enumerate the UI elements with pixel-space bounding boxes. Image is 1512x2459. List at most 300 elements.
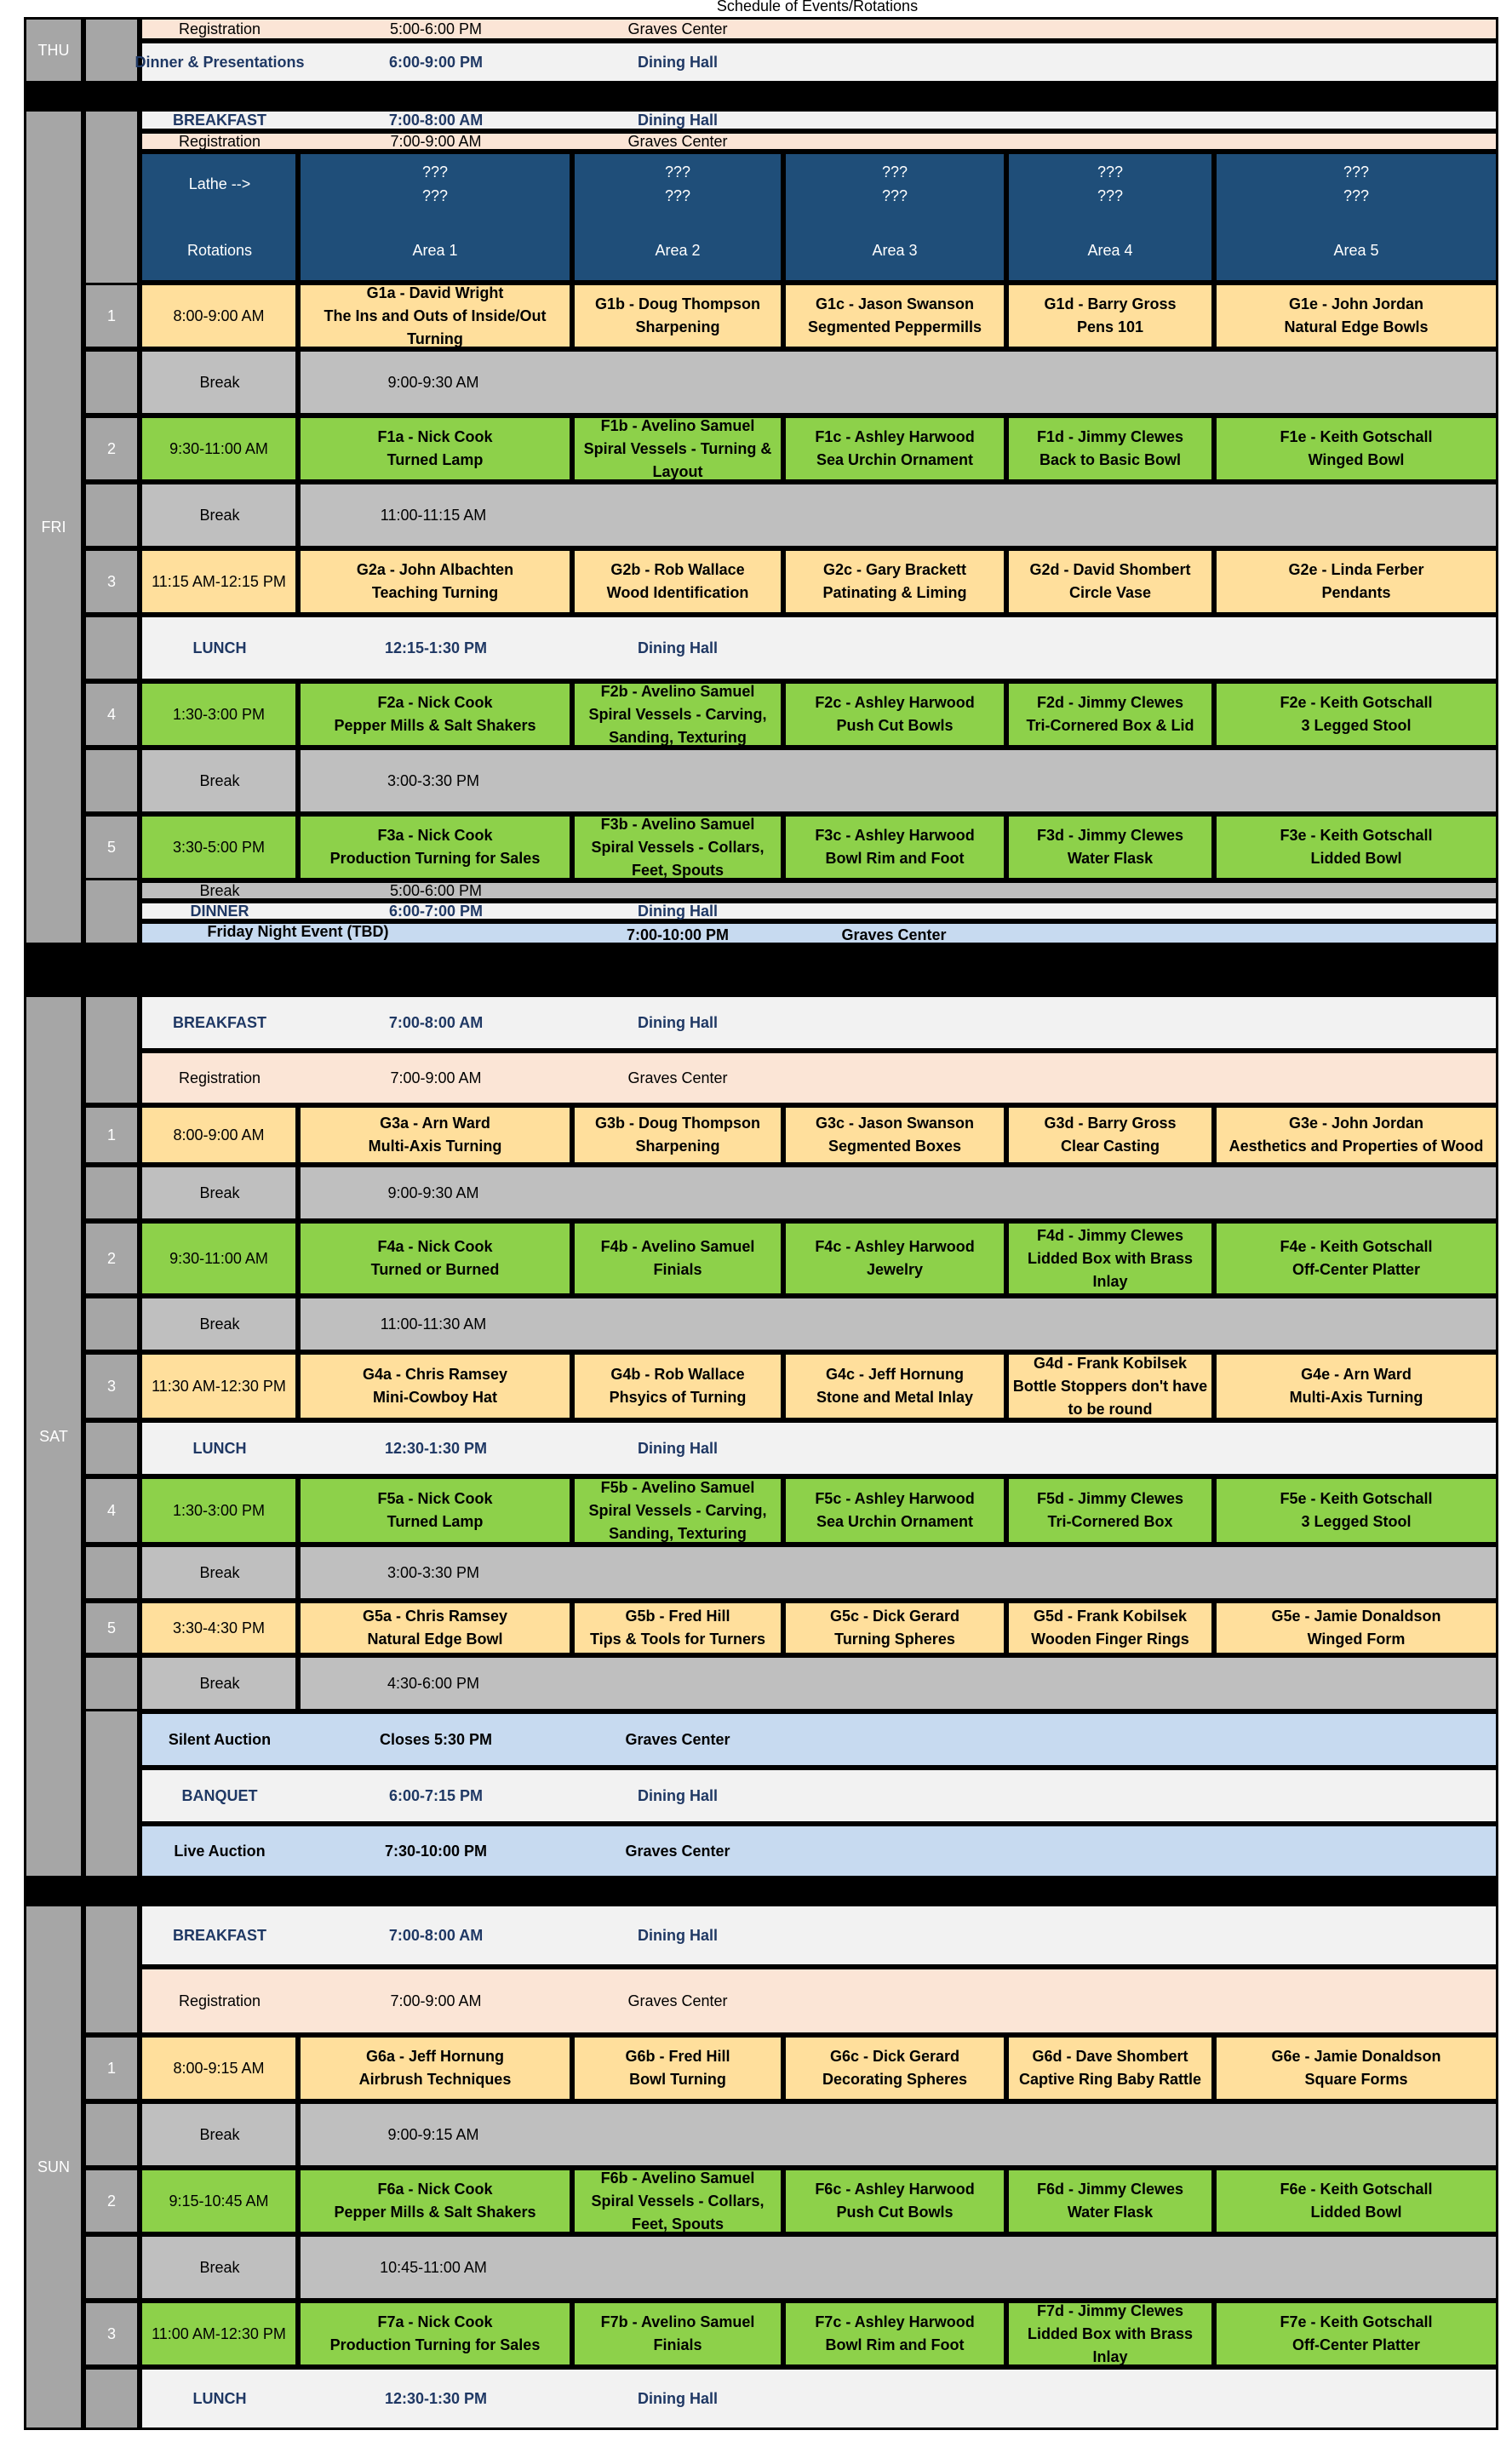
rotation-number-cell <box>83 615 140 681</box>
session-line: F5c - Ashley Harwood <box>815 1490 975 1507</box>
rotation-number: 5 <box>106 1619 117 1636</box>
rotation-number-cell <box>83 1420 140 1476</box>
session-cell <box>1006 548 1214 615</box>
session-cell <box>1006 681 1214 748</box>
area-label: Area 4 <box>1087 242 1133 259</box>
session-line: Push Cut Bowls <box>836 717 954 734</box>
rotation-number: 3 <box>106 2325 117 2342</box>
rotation-time-cell <box>140 1601 298 1655</box>
silent-auction <box>140 1711 1498 1768</box>
live-auction-time: 7:30-10:00 PM <box>384 1843 488 1860</box>
fri-dinner-time: 6:00-7:00 PM <box>388 903 484 920</box>
session-cell <box>783 1105 1006 1165</box>
sat-breakfast <box>140 994 1498 1051</box>
session-line: Square Forms <box>1304 2071 1408 2088</box>
session-line: G5e - Jamie Donaldson <box>1271 1608 1441 1625</box>
session-line: Turning Spheres <box>834 1631 955 1648</box>
session-cell <box>572 1352 783 1420</box>
session-line: F4d - Jimmy Clewes <box>1036 1226 1184 1244</box>
session-line: G5c - Dick Gerard <box>829 1608 960 1625</box>
sun-registration-label: Registration <box>178 1992 261 2009</box>
sun-breakfast-time: 7:00-8:00 AM <box>388 1927 484 1944</box>
lunch-time: 12:30-1:30 PM <box>384 1440 488 1457</box>
lathe-label: Lathe --> <box>188 175 251 192</box>
session-line: F4c - Ashley Harwood <box>815 1238 975 1255</box>
session-cell <box>783 416 1006 482</box>
session-cell <box>1214 1352 1498 1420</box>
session-line: Sanding, Texturing <box>609 1524 747 1542</box>
rotation-number: 3 <box>106 573 117 590</box>
rotation-number-cell <box>83 1904 140 2035</box>
session-line: G3e - John Jordan <box>1288 1115 1424 1132</box>
rotation-time-line: 1:30-3:00 PM <box>172 1501 266 1519</box>
session-line: F3b - Avelino Samuel <box>600 815 755 833</box>
rotation-number: 3 <box>106 1378 117 1395</box>
break-time: 11:00-11:15 AM <box>380 507 487 524</box>
lathe-value: ??? <box>1097 187 1124 204</box>
session-cell <box>572 2035 783 2101</box>
session-line: Natural Edge Bowls <box>1284 318 1429 335</box>
session-line: Turning <box>407 330 463 347</box>
session-line: Segmented Boxes <box>828 1138 962 1155</box>
sat-registration-label: Registration <box>178 1069 261 1086</box>
live-auction-place: Graves Center <box>625 1843 730 1860</box>
page-title: Schedule of Events/Rotations <box>716 0 919 14</box>
rotation-number: 4 <box>106 1502 117 1519</box>
session-cell <box>1006 2168 1214 2234</box>
session-line: Water Flask <box>1067 850 1154 867</box>
session-line: Winged Form <box>1307 1631 1406 1648</box>
session-cell <box>298 416 572 482</box>
session-cell <box>1214 416 1498 482</box>
silent-auction-time: Closes 5:30 PM <box>379 1731 493 1748</box>
rotation-number: 1 <box>106 307 117 324</box>
session-line: F2c - Ashley Harwood <box>815 694 975 711</box>
session-cell <box>298 1352 572 1420</box>
session-cell <box>1006 1105 1214 1165</box>
session-line: Bottle Stoppers don't have <box>1012 1377 1208 1395</box>
fri-breakfast <box>140 109 1498 131</box>
thu-dinner-label: Dinner & Presentations <box>135 54 305 71</box>
session-line: F6a - Nick Cook <box>377 2181 493 2198</box>
lunch-label: LUNCH <box>192 639 247 656</box>
session-line: G5d - Frank Kobilsek <box>1033 1608 1188 1625</box>
lunch-label: LUNCH <box>192 1440 247 1457</box>
session-line: Segmented Peppermills <box>807 318 982 335</box>
session-line: G1b - Doug Thompson <box>595 295 760 312</box>
session-cell <box>1006 283 1214 349</box>
fri-dinner <box>140 901 1498 921</box>
day-label: FRI <box>41 519 66 536</box>
rotation-time-line: 9:15-10:45 AM <box>169 2192 269 2210</box>
session-line: G6b - Fred Hill <box>625 2048 730 2065</box>
session-line: Multi-Axis Turning <box>368 1138 502 1155</box>
break-label: Break <box>199 1675 240 1692</box>
session-cell <box>298 1476 572 1545</box>
sun-breakfast <box>140 1904 1498 1967</box>
session-line: Teaching Turning <box>371 584 499 601</box>
day-label: SUN <box>37 2158 71 2175</box>
banquet-place: Dining Hall <box>638 1787 718 1804</box>
rotation-number: 1 <box>106 1126 117 1144</box>
session-cell <box>298 681 572 748</box>
rotation-time-line: 3:30-4:30 PM <box>172 1619 266 1636</box>
session-cell <box>1214 814 1498 880</box>
session-line: Lidded Bowl <box>1310 850 1402 867</box>
session-cell <box>1214 548 1498 615</box>
sun-registration-place: Graves Center <box>627 1992 728 2009</box>
session-line: Spiral Vessels - Turning & <box>583 439 772 457</box>
session-line: Bowl Rim and Foot <box>825 2336 965 2353</box>
session-line: F6e - Keith Gotschall <box>1280 2181 1433 2198</box>
session-line: Sharpening <box>635 318 720 335</box>
rotation-time-line: 11:15 AM-12:15 PM <box>152 572 286 590</box>
fri-registration-label: Registration <box>178 133 261 150</box>
lunch-row <box>140 2367 1498 2430</box>
session-line: G5a - Chris Ramsey <box>362 1608 508 1625</box>
session-cell <box>783 1476 1006 1545</box>
session-line: Stone and Metal Inlay <box>816 1389 974 1406</box>
session-line: Feet, Spouts <box>631 2215 724 2233</box>
lunch-label: LUNCH <box>192 2390 247 2407</box>
session-cell <box>572 1105 783 1165</box>
session-cell <box>298 1601 572 1655</box>
rotation-time-cell <box>140 2035 298 2101</box>
sat-breakfast-place: Dining Hall <box>638 1014 718 1031</box>
lunch-time: 12:30-1:30 PM <box>384 2390 488 2407</box>
session-line: G1c - Jason Swanson <box>815 295 975 312</box>
lunch-row <box>140 615 1498 681</box>
banquet-label: BANQUET <box>181 1787 258 1804</box>
session-cell <box>1006 416 1214 482</box>
break-label: Break <box>199 1184 240 1201</box>
rotation-number-cell <box>83 2367 140 2430</box>
session-line: 3 Legged Stool <box>1301 1513 1412 1530</box>
break-time: 4:30-6:00 PM <box>387 1675 480 1692</box>
session-cell <box>783 1601 1006 1655</box>
session-cell <box>1006 1601 1214 1655</box>
session-line: Spiral Vessels - Carving, <box>588 1501 767 1519</box>
session-cell <box>783 1221 1006 1296</box>
break-time: 9:00-9:15 AM <box>387 2126 479 2143</box>
session-cell <box>783 283 1006 349</box>
session-cell <box>1006 814 1214 880</box>
session-line: Turned Lamp <box>387 451 484 468</box>
session-line: Water Flask <box>1067 2204 1154 2221</box>
session-line: Clear Casting <box>1060 1138 1160 1155</box>
session-cell <box>783 548 1006 615</box>
session-line: Spiral Vessels - Collars, <box>591 838 765 856</box>
rotation-time-cell <box>140 1105 298 1165</box>
rotation-time-cell <box>140 1352 298 1420</box>
session-line: F2b - Avelino Samuel <box>600 682 755 700</box>
rotation-time-cell <box>140 814 298 880</box>
session-line: F3c - Ashley Harwood <box>815 827 975 844</box>
header-label-cell <box>140 152 298 283</box>
session-line: G4b - Rob Wallace <box>610 1366 745 1383</box>
break-label: Break <box>199 1564 240 1581</box>
rotation-number: 2 <box>106 440 117 457</box>
session-line: Pepper Mills & Salt Shakers <box>334 2204 536 2221</box>
fri-event-time: 7:00-10:00 PM <box>626 926 730 943</box>
area-label: Area 3 <box>872 242 918 259</box>
session-cell <box>1214 681 1498 748</box>
thu-dinner <box>140 41 1498 83</box>
session-line: F4a - Nick Cook <box>377 1238 493 1255</box>
area-label: Area 5 <box>1333 242 1379 259</box>
session-line: Off-Center Platter <box>1292 2336 1421 2353</box>
session-cell <box>298 814 572 880</box>
sat-breakfast-time: 7:00-8:00 AM <box>388 1014 484 1031</box>
session-line: F4b - Avelino Samuel <box>600 1238 755 1255</box>
lathe-value: ??? <box>664 187 691 204</box>
session-cell <box>1214 1105 1498 1165</box>
session-cell <box>572 1601 783 1655</box>
session-line: F1c - Ashley Harwood <box>815 428 975 445</box>
fri-breakfast-label: BREAKFAST <box>172 112 267 129</box>
sun-breakfast-place: Dining Hall <box>638 1927 718 1944</box>
rotation-time-line: 11:00 AM-12:30 PM <box>152 2324 286 2342</box>
session-cell <box>1214 2168 1498 2234</box>
break-label: Break <box>199 1315 240 1333</box>
session-cell <box>572 1221 783 1296</box>
break-label: Break <box>199 2259 240 2276</box>
lunch-place: Dining Hall <box>638 2390 718 2407</box>
thu-dinner-place: Dining Hall <box>638 54 718 71</box>
rotation-number-cell <box>83 1655 140 1711</box>
session-line: Circle Vase <box>1068 584 1152 601</box>
session-cell <box>1214 2301 1498 2367</box>
break-label: Break <box>199 374 240 391</box>
banquet-time: 6:00-7:15 PM <box>388 1787 484 1804</box>
rotation-number-cell <box>83 748 140 814</box>
break-label: Break <box>199 2126 240 2143</box>
lunch-time: 12:15-1:30 PM <box>384 639 488 656</box>
session-line: G4d - Frank Kobilsek <box>1033 1354 1188 1372</box>
lathe-value: ??? <box>881 187 908 204</box>
session-cell <box>1006 1221 1214 1296</box>
session-line: F7b - Avelino Samuel <box>600 2313 755 2330</box>
rotation-number-cell <box>83 2234 140 2301</box>
break-time: 10:45-11:00 AM <box>380 2259 487 2276</box>
session-cell <box>1006 1476 1214 1545</box>
fri-event-place: Graves Center <box>841 926 947 943</box>
session-cell <box>1214 2035 1498 2101</box>
session-line: Sea Urchin Ornament <box>816 1513 974 1530</box>
session-line: F1b - Avelino Samuel <box>600 416 755 434</box>
session-line: F2e - Keith Gotschall <box>1280 694 1433 711</box>
session-cell <box>783 681 1006 748</box>
session-line: Wood Identification <box>606 584 749 601</box>
fri-event-label: Friday Night Event (TBD) <box>207 923 389 940</box>
session-cell <box>1214 283 1498 349</box>
rotation-time-line: 9:30-11:00 AM <box>169 1249 268 1267</box>
session-line: Finials <box>653 1261 702 1278</box>
session-line: Turned or Burned <box>370 1261 500 1278</box>
sun-breakfast-label: BREAKFAST <box>172 1927 267 1944</box>
session-line: F4e - Keith Gotschall <box>1280 1238 1433 1255</box>
session-line: Production Turning for Sales <box>329 2336 541 2353</box>
session-line: Bowl Turning <box>629 2071 726 2088</box>
session-cell <box>572 416 783 482</box>
session-line: Decorating Spheres <box>822 2071 968 2088</box>
session-line: Lidded Box with Brass Inlay <box>1027 2324 1194 2365</box>
session-cell <box>572 283 783 349</box>
sat-breakfast-label: BREAKFAST <box>172 1014 267 1031</box>
session-line: F1e - Keith Gotschall <box>1280 428 1433 445</box>
lathe-value: ??? <box>1343 163 1370 181</box>
break-time: 9:00-9:30 AM <box>387 374 479 391</box>
session-cell <box>298 2035 572 2101</box>
rotation-time-line: 11:30 AM-12:30 PM <box>152 1377 286 1395</box>
session-line: Bowl Rim and Foot <box>825 850 965 867</box>
thu-registration <box>140 17 1498 41</box>
rotation-time-line: 8:00-9:00 AM <box>173 307 265 324</box>
session-line: F3a - Nick Cook <box>377 827 493 844</box>
session-line: G5b - Fred Hill <box>625 1608 730 1625</box>
session-line: F3e - Keith Gotschall <box>1280 827 1433 844</box>
rotation-number: 2 <box>106 1250 117 1267</box>
session-cell <box>1006 2035 1214 2101</box>
sat-registration <box>140 1051 1498 1105</box>
break-time: 11:00-11:30 AM <box>380 1315 487 1333</box>
rotation-time-cell <box>140 416 298 482</box>
rotation-number: 5 <box>106 839 117 856</box>
lathe-value: ??? <box>881 163 908 181</box>
session-line: G6e - Jamie Donaldson <box>1271 2048 1441 2065</box>
lunch-row <box>140 1420 1498 1476</box>
rotation-time-line: 9:30-11:00 AM <box>169 439 268 457</box>
session-cell <box>298 2168 572 2234</box>
session-line: G6a - Jeff Hornung <box>365 2048 504 2065</box>
session-line: Pendants <box>1321 584 1391 601</box>
session-line: 3 Legged Stool <box>1301 717 1412 734</box>
live-auction-label: Live Auction <box>174 1843 266 1860</box>
session-cell <box>1214 1221 1498 1296</box>
sat-registration-time: 7:00-9:00 AM <box>390 1069 482 1086</box>
break-label: Break <box>199 507 240 524</box>
session-line: G2a - John Albachten <box>356 561 514 578</box>
session-cell <box>783 2035 1006 2101</box>
session-line: Spiral Vessels - Collars, <box>591 2192 765 2210</box>
session-cell <box>298 548 572 615</box>
session-line: Feet, Spouts <box>631 861 724 879</box>
session-line: G2c - Gary Brackett <box>822 561 967 578</box>
rotation-time-cell <box>140 1221 298 1296</box>
session-line: F2a - Nick Cook <box>377 694 493 711</box>
session-line: Back to Basic Bowl <box>1039 451 1182 468</box>
fri-breakfast-time: 7:00-8:00 AM <box>388 112 484 129</box>
session-line: Pens 101 <box>1076 318 1144 335</box>
session-line: Winged Bowl <box>1308 451 1405 468</box>
session-line: G4c - Jeff Hornung <box>825 1366 964 1383</box>
rotation-time-line: 8:00-9:00 AM <box>173 1126 265 1144</box>
session-cell <box>298 1221 572 1296</box>
fri-registration-place: Graves Center <box>627 133 728 150</box>
session-line: Jewelry <box>866 1261 924 1278</box>
rotation-number-cell <box>83 349 140 416</box>
session-line: G4e - Arn Ward <box>1301 1366 1412 1383</box>
session-cell <box>1006 2301 1214 2367</box>
fri-breakfast-place: Dining Hall <box>638 112 718 129</box>
rotation-time-cell <box>140 548 298 615</box>
session-line: G1e - John Jordan <box>1288 295 1424 312</box>
session-line: F7c - Ashley Harwood <box>815 2313 975 2330</box>
day-separator <box>24 83 1498 109</box>
lathe-value: ??? <box>664 163 691 181</box>
session-cell <box>1214 1476 1498 1545</box>
session-cell <box>572 681 783 748</box>
session-line: G6c - Dick Gerard <box>829 2048 960 2065</box>
session-line: F7d - Jimmy Clewes <box>1036 2301 1184 2319</box>
session-line: F5e - Keith Gotschall <box>1280 1490 1433 1507</box>
session-cell <box>572 548 783 615</box>
day-label: SAT <box>39 1428 68 1445</box>
day-separator <box>24 1878 1498 1904</box>
rotation-number: 1 <box>106 2060 117 2077</box>
lathe-value: ??? <box>1097 163 1124 181</box>
session-cell <box>572 1476 783 1545</box>
break-time: 3:00-3:30 PM <box>387 772 480 789</box>
session-line: G3b - Doug Thompson <box>595 1115 760 1132</box>
rotation-time-cell <box>140 681 298 748</box>
session-cell <box>298 283 572 349</box>
session-line: G4a - Chris Ramsey <box>362 1366 508 1383</box>
area-label: Area 2 <box>655 242 701 259</box>
session-line: Tri-Cornered Box & Lid <box>1026 717 1194 734</box>
session-cell <box>572 2301 783 2367</box>
session-line: F6c - Ashley Harwood <box>815 2181 975 2198</box>
break-label: Break <box>199 772 240 789</box>
session-line: G2b - Rob Wallace <box>610 561 745 578</box>
session-cell <box>1214 1601 1498 1655</box>
session-cell <box>783 814 1006 880</box>
session-line: F7e - Keith Gotschall <box>1280 2313 1433 2330</box>
sun-registration-time: 7:00-9:00 AM <box>390 1992 482 2009</box>
session-line: Push Cut Bowls <box>836 2204 954 2221</box>
session-line: Sharpening <box>635 1138 720 1155</box>
session-line: Spiral Vessels - Carving, <box>588 705 767 723</box>
rotation-time-line: 1:30-3:00 PM <box>172 705 266 723</box>
session-line: F6d - Jimmy Clewes <box>1036 2181 1184 2198</box>
session-cell <box>783 2301 1006 2367</box>
lathe-value: ??? <box>421 163 449 181</box>
session-line: Patinating & Liming <box>822 584 967 601</box>
session-line: F5b - Avelino Samuel <box>600 1478 755 1496</box>
rotation-index-column <box>83 17 140 83</box>
lathe-value: ??? <box>421 187 449 204</box>
silent-auction-place: Graves Center <box>625 1731 730 1748</box>
lunch-place: Dining Hall <box>638 1440 718 1457</box>
rotations-label: Rotations <box>186 242 253 259</box>
banquet <box>140 1768 1498 1824</box>
silent-auction-label: Silent Auction <box>168 1731 272 1748</box>
session-line: G1a - David Wright <box>366 284 504 301</box>
rotation-time-cell <box>140 283 298 349</box>
lunch-place: Dining Hall <box>638 639 718 656</box>
rotation-time-line: 3:30-5:00 PM <box>172 838 266 856</box>
session-line: F1a - Nick Cook <box>377 428 493 445</box>
break-time: 9:00-9:30 AM <box>387 1184 479 1201</box>
session-line: Turned Lamp <box>387 1513 484 1530</box>
session-cell <box>298 2301 572 2367</box>
session-line: F1d - Jimmy Clewes <box>1036 428 1184 445</box>
session-line: Aesthetics and Properties of Wood <box>1228 1138 1484 1155</box>
thu-registration-place: Graves Center <box>627 20 728 37</box>
session-line: Wooden Finger Rings <box>1031 1631 1189 1648</box>
session-line: Lidded Box with Brass Inlay <box>1027 1249 1194 1290</box>
lathe-value: ??? <box>1343 187 1370 204</box>
